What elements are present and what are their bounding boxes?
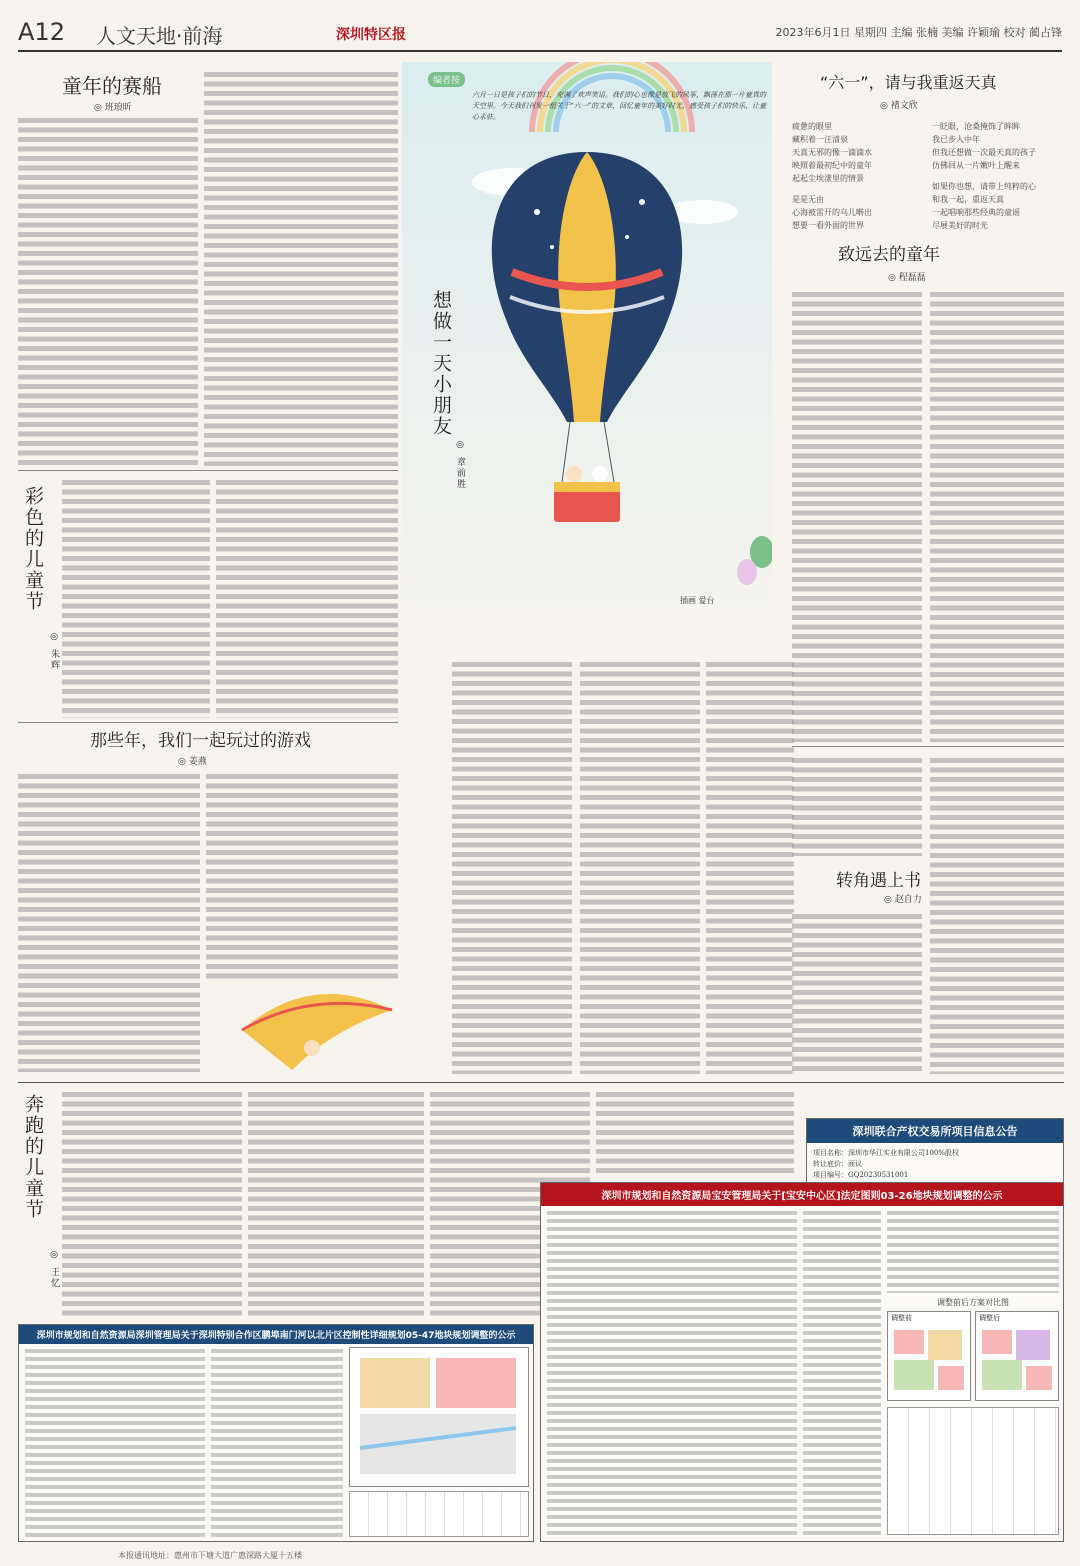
notice-body [211, 1347, 343, 1537]
footer-address: 本报通讯地址：惠州市下塘大道广惠深路大厦十五楼 [118, 1551, 302, 1560]
notice-body [547, 1209, 797, 1535]
article-body [62, 478, 210, 718]
article-body [596, 1090, 794, 1176]
notice-body [803, 1209, 881, 1535]
editor-note-label: 编者按 [428, 72, 465, 87]
kite-illustration [232, 970, 402, 1080]
poem-byline: ◎ 褚文欣 [880, 101, 918, 111]
article-title: 致远去的童年 [838, 245, 940, 265]
map-after: 调整后 [975, 1311, 1059, 1401]
article-body [792, 756, 922, 856]
article-body [792, 912, 922, 1074]
article-body [248, 1090, 424, 1318]
section-title: 人文天地·前海 [96, 24, 223, 48]
issue-meta: 2023年6月1日 星期四 主编 张楠 美编 许颖瑜 校对 蔺占锋 [775, 26, 1062, 39]
illustration-credit: 插画 爱台 [680, 596, 715, 605]
article-title: 那些年，我们一起玩过的游戏 [90, 731, 311, 751]
article-title: 彩色的儿童节 [22, 486, 44, 612]
notice-title: 深圳市规划和自然资源局宝安管理局关于[宝安中心区]法定图则03-26地块规划调整的公示 [541, 1183, 1063, 1206]
divider [18, 470, 398, 471]
map-before: 调整前 [887, 1311, 971, 1401]
editor-note-text: 六月一日是孩子们的节日，充满了欢声笑语。我们的心也像是放飞的风筝，飘荡在那一片童真的天空里。今天我们刊发一组关于“六一”的文章，回忆童年的美好时光，感受孩子们的快乐，让童心永驻。 [472, 91, 767, 121]
article-body [18, 116, 198, 466]
map-caption: 调整前后方案对比图 [937, 1298, 1009, 1307]
page-number: A12 [18, 18, 65, 46]
article-body [930, 756, 1064, 1074]
article-byline: ◎ 章前胜 [455, 440, 465, 490]
notice-line: 转让底价：面议 [813, 1160, 862, 1168]
longhua-planning-notice [18, 1324, 534, 1542]
hot-air-balloon-illustration [402, 62, 772, 652]
article-byline: ◎ 程磊磊 [888, 273, 926, 283]
article-body [204, 70, 398, 466]
divider [18, 1082, 1064, 1083]
article-title: 想做一天小朋友 [430, 290, 452, 437]
divider [792, 746, 1064, 747]
notice-title: 深圳联合产权交易所项目信息公告 [807, 1119, 1063, 1143]
article-body [452, 660, 572, 1074]
page-header [18, 16, 1062, 52]
article-title: 转角遇上书 [836, 871, 921, 891]
article-title: 奔跑的儿童节 [22, 1094, 44, 1220]
poem-title: “六一”，请与我重返天真 [820, 73, 997, 92]
article-body [62, 1090, 242, 1318]
article-body [216, 478, 398, 718]
notice-line: 项目编号：GQ20230531001 [813, 1171, 909, 1179]
adjustment-table [349, 1491, 529, 1537]
divider [18, 722, 398, 723]
notice-body [887, 1209, 1059, 1293]
poem-stanza: 一眨眼，沧桑掩饰了眸眸 我已步入中年 但我还想做一次最天真的孩子 仿佛回从一片嫩叶上醒来 如果你也想，请带上纯粹的心 和我一起，重返天真 一起唱响那些经典的童谣 尽展美好的时光 [932, 122, 1036, 230]
article-byline: ◎ 班琅昕 [94, 103, 132, 113]
poem-stanza: 疲惫的眼里 藏积着一汪清泉 天真无邪的像一滴滴水 映照着最初纪中的童年 起起尘埃漾里的情景 是是无由 心海被雷开的乌儿啭出 想要一看外面的世界 [792, 122, 872, 230]
article-body [206, 772, 398, 982]
article-byline: ◎ 王忆 [49, 1250, 59, 1289]
illustration-area [402, 62, 772, 652]
notice-title: 深圳市规划和自然资源局深圳管理局关于深圳特别合作区鹏埠南门河以北片区控制性详细规划05-47地块规划调整的公示 [19, 1325, 533, 1344]
article-byline: ◎ 朱辉 [49, 632, 59, 671]
article-body [706, 660, 794, 1074]
article-body [792, 290, 922, 742]
baoan-planning-notice [540, 1182, 1064, 1542]
plan-map [349, 1347, 529, 1487]
notice-line: 项目名称：深圳市华江实业有限公司100%股权 [813, 1149, 960, 1157]
article-title: 童年的赛船 [62, 74, 162, 98]
adjustment-table [887, 1407, 1059, 1535]
article-body [18, 772, 200, 1072]
article-byline: ◎ 赵自力 [884, 895, 922, 905]
article-body [580, 660, 700, 1074]
notice-body [25, 1347, 205, 1537]
article-byline: ◎ 姜燕 [178, 757, 207, 767]
article-body [930, 290, 1064, 742]
masthead: 深圳特区报 [336, 27, 406, 43]
